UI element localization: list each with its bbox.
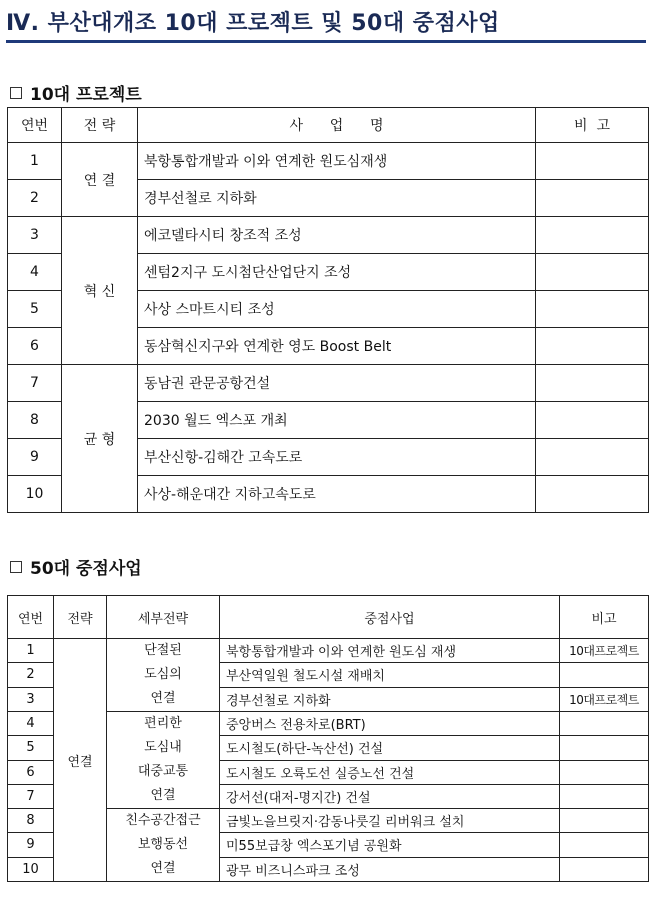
project-name: 2030 월드 엑스포 개최 bbox=[138, 402, 536, 439]
note-cell bbox=[560, 809, 649, 833]
row-number: 7 bbox=[8, 784, 54, 808]
project-name: 사상-해운대간 지하고속도로 bbox=[138, 476, 536, 513]
detail-strategy-cell bbox=[107, 639, 220, 712]
table-header-row bbox=[8, 108, 649, 143]
project-name: 도시철도 오륙도선 실증노선 건설 bbox=[220, 760, 560, 784]
table-row bbox=[8, 217, 649, 254]
row-number: 6 bbox=[8, 760, 54, 784]
detail-strategy-line: 단절된 bbox=[144, 643, 182, 658]
project-name: 북항통합개발과 이와 연계한 원도심 재생 bbox=[220, 639, 560, 663]
section-heading-text: 10대 프로젝트 bbox=[30, 85, 142, 105]
note-cell bbox=[560, 760, 649, 784]
row-number: 9 bbox=[8, 439, 62, 476]
checkbox-square-icon bbox=[10, 561, 22, 573]
project-name: 에코델타시티 창조적 조성 bbox=[138, 217, 536, 254]
row-number: 2 bbox=[8, 180, 62, 217]
row-number: 7 bbox=[8, 365, 62, 402]
project-name: 부산신항-김해간 고속도로 bbox=[138, 439, 536, 476]
row-number: 10 bbox=[8, 857, 54, 881]
project-name: 광무 비즈니스파크 조성 bbox=[220, 857, 560, 881]
project-name: 경부선철로 지하화 bbox=[220, 687, 560, 711]
col-header-no: 연번 bbox=[8, 596, 54, 639]
note-cell bbox=[560, 736, 649, 760]
project-name: 도시철도(하단-녹산선) 건설 bbox=[220, 736, 560, 760]
project-name: 동남권 관문공항건설 bbox=[138, 365, 536, 402]
row-number: 4 bbox=[8, 712, 54, 736]
detail-strategy-line: 도심의 bbox=[144, 667, 182, 682]
row-number: 3 bbox=[8, 687, 54, 711]
col-header-note: 비고 bbox=[560, 596, 649, 639]
section-heading-50-projects bbox=[10, 554, 142, 579]
col-header-note: 비 고 bbox=[536, 108, 649, 143]
detail-strategy-line: 편리한 bbox=[144, 716, 182, 731]
row-number: 3 bbox=[8, 217, 62, 254]
detail-strategy-line: 친수공간접근 bbox=[125, 813, 201, 828]
note-cell bbox=[536, 365, 649, 402]
note-cell bbox=[536, 291, 649, 328]
row-number: 1 bbox=[8, 143, 62, 180]
project-name: 부산역일원 철도시설 재배치 bbox=[220, 663, 560, 687]
checkbox-square-icon bbox=[10, 87, 22, 99]
project-name: 북항통합개발과 이와 연계한 원도심재생 bbox=[138, 143, 536, 180]
col-header-project: 중점사업 bbox=[220, 596, 560, 639]
detail-strategy-line: 보행동선 bbox=[137, 837, 189, 852]
project-name: 중앙버스 전용차로(BRT) bbox=[220, 712, 560, 736]
row-number: 5 bbox=[8, 736, 54, 760]
note-cell bbox=[560, 663, 649, 687]
row-number: 9 bbox=[8, 833, 54, 857]
fifty-projects-table bbox=[7, 595, 649, 882]
strategy-cell: 연결 bbox=[54, 639, 107, 882]
strategy-cell: 혁 신 bbox=[62, 217, 138, 365]
note-cell bbox=[560, 712, 649, 736]
table-header-row bbox=[8, 596, 649, 639]
project-name: 센텀2지구 도시첨단산업단지 조성 bbox=[138, 254, 536, 291]
detail-strategy-line: 연결 bbox=[150, 788, 176, 803]
project-name: 사상 스마트시티 조성 bbox=[138, 291, 536, 328]
detail-strategy-line: 도심내 bbox=[144, 740, 182, 755]
detail-strategy-line: 연결 bbox=[150, 691, 176, 706]
note-cell bbox=[536, 402, 649, 439]
note-cell: 10대프로젝트 bbox=[560, 639, 649, 663]
col-header-strategy: 전략 bbox=[54, 596, 107, 639]
detail-strategy-cell bbox=[107, 712, 220, 809]
note-cell bbox=[536, 439, 649, 476]
row-number: 5 bbox=[8, 291, 62, 328]
detail-strategy-line: 대중교통 bbox=[137, 764, 189, 779]
project-name: 금빛노을브릿지·감동나룻길 리버워크 설치 bbox=[220, 809, 560, 833]
section-heading-text: 50대 중점사업 bbox=[30, 559, 142, 579]
col-header-strategy: 전 략 bbox=[62, 108, 138, 143]
row-number: 1 bbox=[8, 639, 54, 663]
note-cell bbox=[560, 857, 649, 881]
strategy-cell: 균 형 bbox=[62, 365, 138, 513]
project-name: 강서선(대저-명지간) 건설 bbox=[220, 784, 560, 808]
strategy-cell: 연 결 bbox=[62, 143, 138, 217]
table-row bbox=[8, 639, 649, 663]
note-cell bbox=[536, 217, 649, 254]
project-name: 동삼혁신지구와 연계한 영도 Boost Belt bbox=[138, 328, 536, 365]
project-name: 미55보급창 엑스포기념 공원화 bbox=[220, 833, 560, 857]
note-cell: 10대프로젝트 bbox=[560, 687, 649, 711]
detail-strategy-cell bbox=[107, 809, 220, 882]
col-header-no: 연번 bbox=[8, 108, 62, 143]
note-cell bbox=[536, 143, 649, 180]
note-cell bbox=[536, 328, 649, 365]
table-row bbox=[8, 365, 649, 402]
detail-strategy-line: 연결 bbox=[150, 861, 176, 876]
row-number: 8 bbox=[8, 809, 54, 833]
note-cell bbox=[536, 476, 649, 513]
note-cell bbox=[536, 254, 649, 291]
table-row bbox=[8, 143, 649, 180]
col-header-detail: 세부전략 bbox=[107, 596, 220, 639]
row-number: 10 bbox=[8, 476, 62, 513]
page-title: Ⅳ. 부산대개조 10대 프로젝트 및 50대 중점사업 bbox=[6, 11, 500, 36]
row-number: 4 bbox=[8, 254, 62, 291]
note-cell bbox=[560, 833, 649, 857]
project-name: 경부선철로 지하화 bbox=[138, 180, 536, 217]
note-cell bbox=[560, 784, 649, 808]
note-cell bbox=[536, 180, 649, 217]
row-number: 6 bbox=[8, 328, 62, 365]
ten-projects-table bbox=[7, 107, 649, 513]
col-header-project: 사 업 명 bbox=[138, 108, 536, 143]
row-number: 8 bbox=[8, 402, 62, 439]
title-divider bbox=[6, 40, 646, 43]
section-heading-10-projects bbox=[10, 80, 142, 105]
row-number: 2 bbox=[8, 663, 54, 687]
